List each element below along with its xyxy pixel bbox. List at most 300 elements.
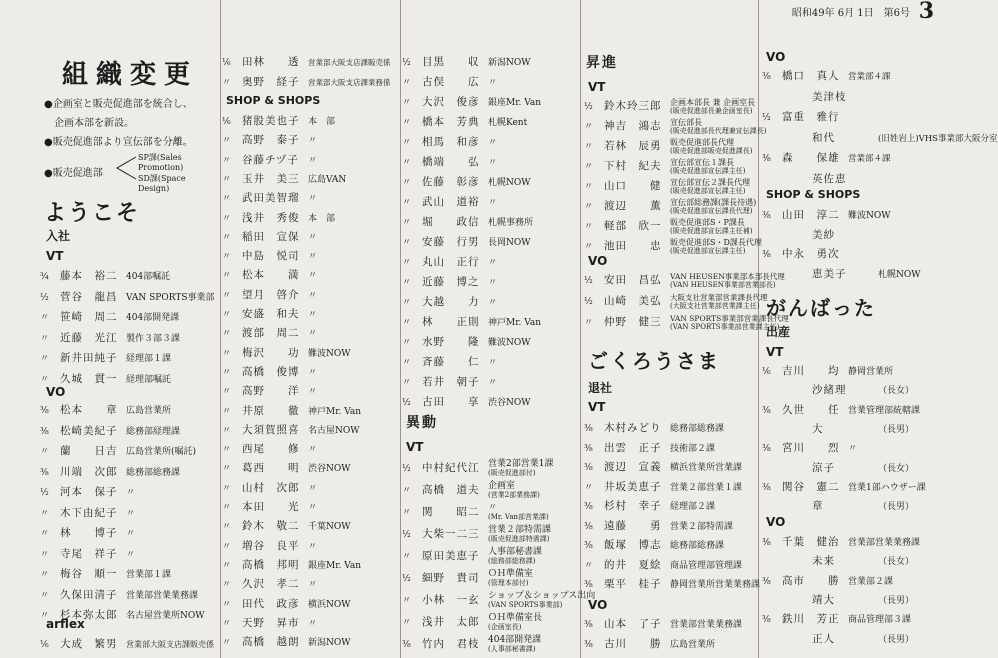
person-name: 天野 昇市 bbox=[242, 616, 300, 629]
list-item bbox=[402, 52, 582, 72]
department: （長男） bbox=[878, 502, 915, 513]
previous-post: (販売促進部宣伝課主任) bbox=[670, 166, 746, 175]
department: 難波NOW bbox=[488, 338, 531, 348]
new-post: 営業２部特需課 bbox=[488, 524, 552, 535]
new-post: ＯＨ準備室 bbox=[488, 568, 534, 579]
date-mark: 〃 bbox=[402, 508, 411, 518]
person-name: 増谷 良平 bbox=[242, 539, 300, 552]
section-title-reorg: 組織変更 bbox=[62, 60, 199, 90]
department: （長男） bbox=[878, 634, 915, 645]
list-item bbox=[222, 401, 402, 421]
list-item bbox=[402, 252, 582, 272]
date-mark: 〃 bbox=[222, 194, 231, 205]
list-item bbox=[402, 612, 582, 632]
list-item bbox=[762, 551, 952, 571]
previous-post: (販売促進部長代理兼宣伝課長) bbox=[670, 126, 767, 135]
section-title-welcome: ようこそ bbox=[44, 201, 141, 226]
person-name: 相馬 和彦 bbox=[422, 136, 480, 148]
date-mark: ½ bbox=[402, 574, 410, 584]
person-name: 関谷 憲二 bbox=[782, 480, 840, 493]
list-item bbox=[402, 502, 582, 522]
department: 〃 bbox=[488, 78, 498, 88]
post-change bbox=[670, 293, 768, 310]
date-mark: ½ bbox=[402, 398, 410, 408]
date-mark: ⅜ bbox=[584, 463, 592, 473]
person-name: 神吉 鴻志 bbox=[604, 120, 662, 132]
department: 製作３部３課 bbox=[126, 333, 181, 344]
date-mark: ⅜ bbox=[40, 406, 48, 416]
person-name: 近藤 博之 bbox=[422, 276, 480, 288]
person-name: 山田 淳二 bbox=[782, 209, 840, 221]
new-post: 404部開発課 bbox=[488, 634, 542, 645]
person-name: 佐藤 彰彦 bbox=[422, 176, 480, 188]
post-change bbox=[488, 504, 549, 521]
list-item bbox=[762, 107, 952, 127]
post-change bbox=[488, 460, 553, 477]
department: 営業２部営業１課 bbox=[670, 482, 743, 493]
date-mark: ⅜ bbox=[584, 502, 592, 512]
group-label-vt: VT bbox=[406, 440, 424, 454]
previous-post: (大阪支社営業部営業課主任) bbox=[670, 301, 760, 310]
list-item bbox=[40, 564, 218, 584]
department: 静岡営業所営業業務課 bbox=[670, 580, 761, 590]
person-name: 堀 政信 bbox=[422, 216, 480, 228]
date-mark: ⅜ bbox=[40, 426, 48, 437]
date-mark: 〃 bbox=[402, 78, 411, 88]
post-change bbox=[670, 138, 752, 155]
date-mark: 〃 bbox=[584, 182, 593, 192]
date-mark: 〃 bbox=[222, 541, 231, 552]
department: VAN SPORTS事業部 bbox=[126, 292, 215, 303]
date-mark: ⅜ bbox=[584, 424, 592, 434]
list-item bbox=[762, 380, 952, 400]
list-item bbox=[402, 132, 582, 152]
list-item bbox=[762, 532, 952, 552]
new-post: 宣伝部宣伝２課長代理 bbox=[670, 177, 750, 187]
list-item bbox=[402, 92, 582, 112]
person-name: 安藤 行男 bbox=[422, 236, 480, 248]
group-label-vo: VO bbox=[588, 598, 608, 612]
list-item bbox=[584, 418, 762, 438]
date-mark: 〃 bbox=[402, 618, 411, 628]
date-mark: ⅜ bbox=[762, 72, 770, 82]
department: 〃 bbox=[488, 358, 498, 368]
department: 本 部 bbox=[308, 117, 336, 127]
date-mark: 〃 bbox=[222, 78, 231, 88]
new-post: 企画室 bbox=[488, 480, 516, 491]
list-item bbox=[40, 400, 218, 420]
person-name: 古川 勝 bbox=[604, 637, 662, 650]
department: 〃 bbox=[308, 329, 318, 340]
person-name: 山本 了子 bbox=[604, 618, 662, 630]
list-item bbox=[584, 535, 762, 555]
person-name: 小林 一玄 bbox=[422, 594, 480, 606]
department: 千葉NOW bbox=[308, 522, 351, 533]
person-name: 武山 道裕 bbox=[422, 196, 480, 208]
department: (旧姓岩上)VHS事業部大阪分室 bbox=[878, 133, 998, 144]
person-name: 稲田 宣保 bbox=[242, 230, 300, 243]
date-mark: 〃 bbox=[402, 258, 411, 268]
department: 〃 bbox=[488, 378, 498, 388]
list-item bbox=[402, 480, 582, 500]
previous-post: (販売促進部付) bbox=[488, 468, 536, 477]
date-mark: ½ bbox=[40, 488, 48, 498]
list-item bbox=[222, 343, 402, 363]
department: 札幌NOW bbox=[878, 269, 921, 280]
person-name: 出雲 正子 bbox=[604, 441, 662, 454]
person-name: 木下由紀子 bbox=[60, 506, 118, 519]
date-mark: ⅙ bbox=[40, 640, 48, 650]
person-name: 飯塚 博志 bbox=[604, 539, 662, 551]
department: 〃 bbox=[848, 444, 858, 455]
date-mark: 〃 bbox=[402, 358, 411, 368]
date-mark: 〃 bbox=[40, 590, 49, 601]
subhead-nyusha: 入社 bbox=[46, 229, 71, 243]
person-name: 河本 保子 bbox=[60, 486, 118, 498]
person-name: 林 正則 bbox=[422, 316, 480, 328]
date-mark: 〃 bbox=[584, 142, 593, 152]
person-name: 関 昭二 bbox=[422, 506, 480, 518]
list-item bbox=[222, 574, 402, 594]
date-mark: 〃 bbox=[402, 238, 411, 248]
list-item bbox=[222, 613, 402, 633]
date-mark: ⅜ bbox=[584, 443, 592, 454]
list-item bbox=[584, 196, 762, 216]
new-post: 人事部秘書課 bbox=[488, 546, 543, 557]
department: 渋谷NOW bbox=[308, 464, 351, 475]
person-name: 安田 昌弘 bbox=[604, 274, 662, 286]
date-mark: ⅜ bbox=[762, 250, 770, 260]
list-item bbox=[584, 574, 762, 594]
date-mark: 〃 bbox=[402, 198, 411, 208]
column-1 bbox=[40, 0, 218, 658]
person-name: 章 bbox=[812, 500, 824, 513]
list-item bbox=[762, 438, 952, 458]
previous-post: (販売促進部宣伝課長代理) bbox=[670, 206, 753, 215]
list-item bbox=[402, 546, 582, 566]
department: 長岡NOW bbox=[488, 238, 531, 248]
new-post: 宣伝部宣伝１課長 bbox=[670, 157, 734, 167]
department: 難波NOW bbox=[848, 211, 891, 221]
date-mark: ⅜ bbox=[762, 576, 770, 587]
list-item bbox=[40, 634, 218, 654]
date-mark: 〃 bbox=[40, 333, 49, 344]
list-item bbox=[402, 152, 582, 172]
person-name: 高橋 道夫 bbox=[422, 484, 480, 496]
list-item bbox=[584, 236, 762, 256]
person-name: 菅谷 龍昌 bbox=[60, 290, 118, 303]
person-name: 栗平 桂子 bbox=[604, 578, 662, 590]
person-name: 軽部 欣一 bbox=[604, 220, 662, 232]
post-change bbox=[488, 526, 551, 543]
date-mark: 〃 bbox=[222, 310, 231, 320]
person-name: 靖大 bbox=[812, 593, 835, 606]
post-change bbox=[488, 614, 542, 631]
new-post: 営業2部営業1課 bbox=[488, 458, 554, 469]
person-name: 浅井 秀俊 bbox=[242, 211, 300, 224]
date-mark: 〃 bbox=[40, 313, 49, 323]
person-name: 細野 貴司 bbox=[422, 572, 480, 584]
person-name: 若井 朝子 bbox=[422, 376, 480, 388]
group-label-vo: VO bbox=[766, 515, 786, 529]
list-item bbox=[584, 496, 762, 516]
department: 〃 bbox=[308, 271, 318, 282]
department: 〃 bbox=[308, 541, 318, 552]
previous-post: (総務部総務課) bbox=[488, 556, 536, 565]
department: 横浜NOW bbox=[308, 599, 351, 610]
list-item bbox=[222, 381, 402, 401]
date-mark: 〃 bbox=[402, 552, 411, 562]
list-item bbox=[584, 614, 762, 634]
person-name: 的井 夏絵 bbox=[604, 558, 662, 571]
post-change bbox=[488, 592, 595, 609]
department: 営業1部ハウザー課 bbox=[848, 482, 926, 493]
date-mark: ½ bbox=[584, 276, 592, 286]
department: 〃 bbox=[488, 138, 498, 148]
department: 〃 bbox=[488, 258, 498, 268]
department: 札幌事務所 bbox=[488, 218, 534, 228]
department: （長男） bbox=[878, 595, 915, 606]
department: 〃 bbox=[308, 252, 318, 263]
person-name: 橋本 芳典 bbox=[422, 116, 480, 128]
person-name: 竹内 君枝 bbox=[422, 638, 480, 650]
department: 〃 bbox=[488, 278, 498, 288]
previous-post: (Mr. Van部営業課) bbox=[488, 512, 549, 521]
department: 〃 bbox=[308, 580, 318, 591]
department: 名古屋NOW bbox=[308, 425, 360, 436]
person-name: 西尾 修 bbox=[242, 443, 300, 456]
date-mark: 〃 bbox=[584, 162, 593, 172]
list-item bbox=[762, 477, 952, 497]
list-item bbox=[402, 524, 582, 544]
list-item bbox=[762, 629, 952, 649]
person-name: 仲野 健三 bbox=[604, 316, 662, 328]
person-name: 涼子 bbox=[812, 461, 835, 474]
department: 難波NOW bbox=[308, 348, 351, 359]
department: 技術部２課 bbox=[670, 443, 716, 454]
person-name: 田代 政彦 bbox=[242, 597, 300, 610]
list-item bbox=[584, 216, 762, 236]
list-item bbox=[40, 585, 218, 605]
date-mark: ½ bbox=[402, 58, 410, 68]
department: 静岡営業所 bbox=[848, 367, 894, 377]
person-name: 池田 忠 bbox=[604, 240, 662, 252]
group-label-vo: VO bbox=[588, 254, 608, 268]
person-name: 高橋 俊博 bbox=[242, 365, 300, 378]
list-item bbox=[762, 169, 952, 189]
new-post: 〃 bbox=[488, 502, 498, 513]
person-name: 鈴木玲三郎 bbox=[604, 100, 662, 112]
promo-sp: SP課(Sales Promotion) bbox=[138, 153, 184, 172]
date-mark: ⅙ bbox=[222, 117, 230, 127]
previous-post: (営業2部業務課) bbox=[488, 490, 540, 499]
post-change bbox=[670, 198, 756, 215]
list-item bbox=[40, 441, 218, 461]
previous-post: (管理本部付) bbox=[488, 578, 529, 587]
department: 総務部総務課 bbox=[670, 424, 725, 434]
date-mark: 〃 bbox=[402, 278, 411, 288]
date-mark: ½ bbox=[584, 297, 592, 307]
list-item bbox=[402, 392, 582, 412]
date-mark: ⅜ bbox=[762, 405, 770, 416]
department: 〃 bbox=[488, 198, 498, 208]
date-mark: 〃 bbox=[40, 549, 49, 560]
list-item bbox=[402, 372, 582, 392]
person-name: 中永 勇次 bbox=[782, 248, 840, 260]
department: 営業部大阪支店課業務係 bbox=[308, 78, 391, 87]
date-mark: 〃 bbox=[222, 232, 231, 243]
person-name: 目黒 収 bbox=[422, 56, 480, 68]
person-name: 中島 悦司 bbox=[242, 250, 300, 263]
previous-post: (企画室長) bbox=[488, 622, 522, 631]
department: 〃 bbox=[308, 445, 318, 456]
person-name: 蘭 日吉 bbox=[60, 445, 118, 457]
section-title-ido: 異動 bbox=[406, 415, 438, 431]
list-item bbox=[40, 482, 218, 502]
list-item bbox=[222, 227, 402, 247]
department: 営業部２課 bbox=[848, 576, 894, 587]
person-name: 梅沢 功 bbox=[242, 346, 300, 359]
department: （長女） bbox=[878, 463, 915, 474]
list-item bbox=[222, 265, 402, 285]
date-mark: 〃 bbox=[402, 158, 411, 168]
department: 〃 bbox=[308, 387, 318, 398]
list-item bbox=[222, 208, 402, 228]
date-mark: 〃 bbox=[40, 570, 49, 580]
date-mark: 〃 bbox=[222, 290, 231, 301]
department: 新潟NOW bbox=[308, 638, 351, 649]
department: 神戸Mr. Van bbox=[308, 406, 362, 417]
section-title-ganbatta: がんばった bbox=[766, 296, 876, 320]
date-mark: ⅜ bbox=[584, 541, 592, 551]
new-post: 販売促進部S・P課長 bbox=[670, 217, 745, 227]
list-item bbox=[222, 632, 402, 652]
list-item bbox=[40, 421, 218, 441]
list-item bbox=[222, 478, 402, 498]
department: 〃 bbox=[126, 508, 136, 519]
list-item bbox=[584, 634, 762, 654]
list-item bbox=[762, 244, 952, 264]
department: 営業部大阪支店課販売係 bbox=[308, 58, 391, 67]
person-name: 大柴一二三 bbox=[422, 528, 480, 540]
department: 営業部大阪支店課販売係 bbox=[126, 640, 214, 649]
date-mark: 〃 bbox=[222, 618, 231, 629]
date-mark: 〃 bbox=[222, 503, 231, 513]
person-name: 武田美智瑠 bbox=[242, 192, 300, 205]
list-item bbox=[584, 457, 762, 477]
date-mark: 〃 bbox=[402, 298, 411, 308]
list-item bbox=[584, 136, 762, 156]
list-item bbox=[584, 312, 789, 332]
list-item bbox=[402, 72, 582, 92]
list-item bbox=[222, 285, 402, 305]
person-name: 松崎美紀子 bbox=[60, 424, 118, 437]
list-item bbox=[762, 225, 952, 245]
list-item bbox=[584, 96, 762, 116]
person-name: 高橋 邦明 bbox=[242, 558, 300, 571]
list-item bbox=[762, 205, 952, 225]
department: 営業部１課 bbox=[126, 570, 172, 580]
department: 新潟NOW bbox=[488, 58, 531, 68]
person-name: 高野 泰子 bbox=[242, 134, 300, 147]
list-item bbox=[584, 116, 767, 136]
department: 営業部営業業務課 bbox=[126, 590, 199, 601]
promo-sd: SD課(Space Design) bbox=[138, 174, 186, 193]
person-name: 林 博子 bbox=[60, 527, 118, 539]
department: 〃 bbox=[308, 155, 318, 166]
list-item bbox=[40, 287, 218, 307]
new-post: 大阪支社営業部営業課長代理 bbox=[670, 292, 768, 302]
list-item bbox=[762, 361, 952, 381]
subhead-taisha: 退社 bbox=[588, 381, 613, 395]
person-name: 本田 光 bbox=[242, 501, 300, 513]
person-name: 正人 bbox=[812, 632, 835, 645]
list-item bbox=[584, 438, 762, 458]
group-label-vt: VT bbox=[588, 80, 606, 94]
list-item bbox=[222, 130, 402, 150]
person-name: 橋端 弘 bbox=[422, 156, 480, 168]
person-name: 川端 次郎 bbox=[60, 465, 118, 478]
department: 〃 bbox=[488, 158, 498, 168]
list-item bbox=[762, 419, 952, 439]
person-name: 高野 洋 bbox=[242, 385, 300, 398]
column-3 bbox=[402, 0, 596, 658]
list-item bbox=[402, 590, 596, 610]
date-mark: ½ bbox=[584, 102, 592, 112]
list-item bbox=[222, 111, 402, 131]
date-mark: 〃 bbox=[222, 367, 231, 378]
department: 総務部総務課 bbox=[670, 541, 725, 551]
department: 〃 bbox=[126, 549, 136, 560]
person-name: 中村紀代江 bbox=[422, 462, 480, 474]
previous-post: (人事部秘書課) bbox=[488, 644, 536, 653]
person-name: 高市 勝 bbox=[782, 574, 840, 587]
date-mark: 〃 bbox=[222, 406, 231, 417]
list-item bbox=[222, 594, 402, 614]
group-label-vt: VT bbox=[46, 249, 64, 263]
department: 横浜営業所営業課 bbox=[670, 463, 743, 473]
department: 渋谷NOW bbox=[488, 398, 531, 408]
date-mark: ⅜ bbox=[762, 444, 770, 455]
list-item bbox=[222, 150, 402, 170]
list-item bbox=[222, 52, 402, 72]
department: 総務部総務課 bbox=[126, 467, 181, 478]
department: 〃 bbox=[308, 194, 318, 205]
list-item bbox=[222, 439, 402, 459]
list-item bbox=[40, 523, 218, 543]
department: 銀座Mr. Van bbox=[488, 98, 542, 108]
person-name: 未来 bbox=[812, 555, 835, 568]
date-mark: ⅜ bbox=[40, 467, 48, 478]
department: 営業部４課 bbox=[848, 72, 891, 82]
person-name: 大成 繁男 bbox=[60, 638, 118, 650]
list-item bbox=[402, 352, 582, 372]
date-mark: ½ bbox=[762, 113, 770, 123]
date-mark: ½ bbox=[40, 292, 48, 303]
person-name: 葛西 明 bbox=[242, 462, 300, 475]
date-mark: 〃 bbox=[584, 242, 593, 252]
department: 商品管理部３課 bbox=[848, 615, 912, 626]
column-2 bbox=[222, 0, 402, 658]
date-mark: 〃 bbox=[402, 118, 411, 128]
department: 営業部営業業務課 bbox=[670, 620, 743, 630]
previous-post: (VAN HEUSEN事業部営業部長) bbox=[670, 280, 776, 289]
person-name: 丸山 正行 bbox=[422, 256, 480, 268]
department: 〃 bbox=[308, 618, 318, 629]
date-mark: 〃 bbox=[40, 508, 49, 519]
person-name: 沙緒理 bbox=[812, 384, 847, 397]
reorg-note: ●企画室と販売促進部を統合し、 bbox=[44, 99, 193, 110]
